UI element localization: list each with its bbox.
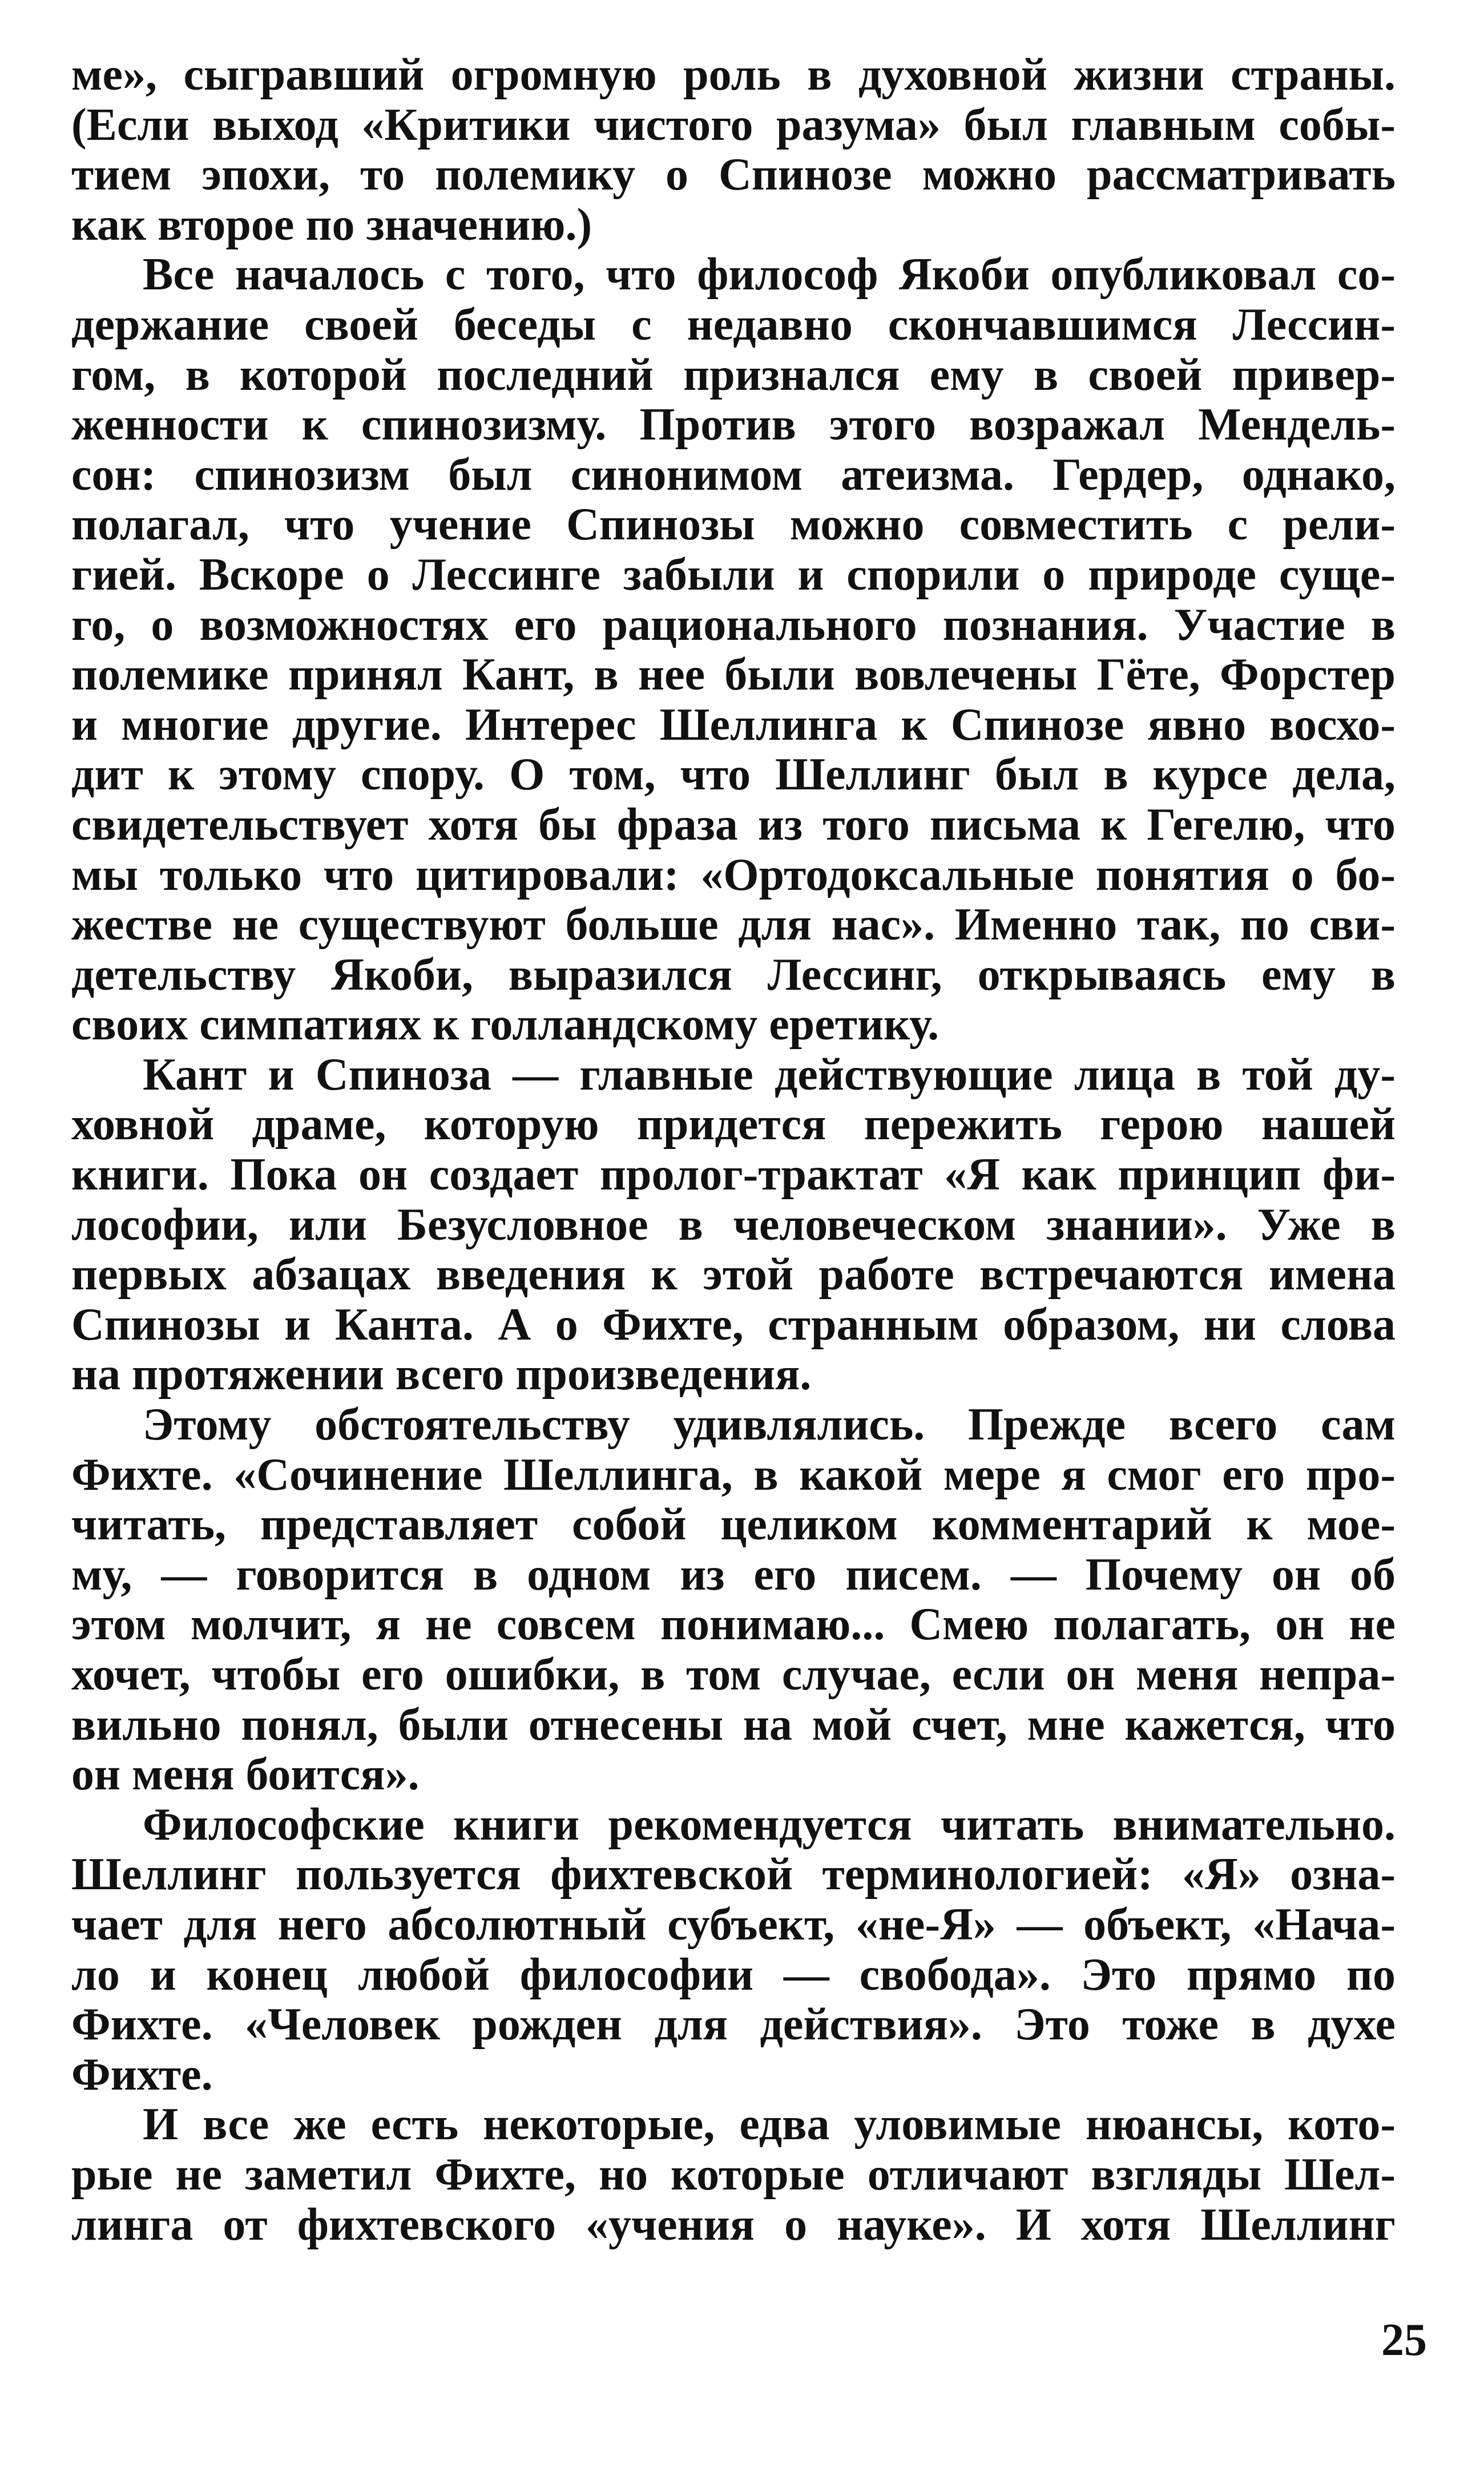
text-line: на протяжении всего произведения.: [71, 1349, 812, 1400]
text-line: (Если выход «Критики чистого разума» был главным собы-: [71, 99, 1396, 150]
text-line: Спинозы и Канта. А о Фихте, странным образом, ни слова: [71, 1299, 1396, 1350]
text-line: книги. Пока он создает пролог-трактат «Я как принцип фи-: [71, 1150, 1396, 1200]
text-line: читать, представляет собой целиком комментарий к мое-: [71, 1499, 1396, 1550]
text-line: своих симпатиях к голландскому еретику.: [71, 999, 939, 1050]
body-text: [71, 50, 1396, 2250]
text-line: линга от фихтевского «учения о науке». И хотя Шеллинг: [71, 2199, 1396, 2250]
text-line: рые не заметил Фихте, но которые отличают взгляды Шел-: [71, 2149, 1396, 2200]
text-line: сон: спинозизм был синонимом атеизма. Гердер, однако,: [71, 449, 1396, 500]
paragraph-first-line: Все началось с того, что философ Якоби опубликовал со-: [143, 249, 1396, 300]
text-line: Фихте. «Сочинение Шеллинга, в какой мере я смог его про-: [71, 1449, 1396, 1500]
text-line: гом, в которой последний признался ему в своей привер-: [71, 349, 1396, 400]
text-line: держание своей беседы с недавно скончавшимся Лессин-: [71, 299, 1396, 350]
paragraph-first-line: Кант и Спиноза — главные действующие лица в той ду-: [143, 1049, 1396, 1100]
text-line: мы только что цитировали: «Ортодоксальные понятия о бо-: [71, 849, 1396, 900]
text-line: дит к этому спору. О том, что Шеллинг был в курсе дела,: [71, 749, 1396, 800]
text-line: Фихте. «Человек рожден для действия». Это тоже в духе: [71, 1999, 1396, 2050]
text-line: и многие другие. Интерес Шеллинга к Спинозе явно восхо-: [71, 699, 1396, 750]
paragraph-first-line: И все же есть некоторые, едва уловимые нюансы, кото-: [143, 2099, 1396, 2150]
text-line: жестве не существуют больше для нас». Именно так, по сви-: [71, 900, 1396, 950]
text-line: вильно понял, были отнесены на мой счет, мне кажется, что: [71, 1699, 1396, 1750]
text-line: он меня боится».: [71, 1749, 420, 1800]
text-line: ховной драме, которую придется пережить герою нашей: [71, 1099, 1396, 1150]
text-line: полемике принял Кант, в нее были вовлечены Гёте, Форстер: [71, 650, 1396, 700]
text-line: лософии, или Безусловное в человеческом знании». Уже в: [71, 1199, 1396, 1250]
paragraph-first-line: Философские книги рекомендуется читать внимательно.: [143, 1799, 1396, 1850]
text-line: му, — говорится в одном из его писем. — Почему он об: [71, 1549, 1396, 1600]
text-line: свидетельствует хотя бы фраза из того письма к Гегелю, что: [71, 799, 1396, 850]
text-line: Шеллинг пользуется фихтевской терминологией: «Я» озна-: [71, 1849, 1396, 1900]
page-number: 25: [1381, 2315, 1427, 2365]
text-line: го, о возможностях его рационального познания. Участие в: [71, 599, 1396, 650]
text-line: ме», сыгравший огромную роль в духовной жизни страны.: [71, 50, 1396, 100]
text-line: тием эпохи, то полемику о Спинозе можно рассматривать: [71, 150, 1396, 200]
text-line: этом молчит, я не совсем понимаю... Смею полагать, он не: [71, 1599, 1396, 1650]
text-line: женности к спинозизму. Против этого возражал Мендель-: [71, 400, 1396, 450]
paragraph-first-line: Этому обстоятельству удивлялись. Прежде всего сам: [143, 1400, 1396, 1450]
text-line: ло и конец любой философии — свобода». Это прямо по: [71, 1949, 1396, 2000]
text-line: чает для него абсолютный субъект, «не-Я» — объект, «Нача-: [71, 1899, 1396, 1950]
text-line: как второе по значению.): [71, 199, 592, 250]
text-line: первых абзацах введения к этой работе встречаются имена: [71, 1249, 1396, 1300]
text-line: гией. Вскоре о Лессинге забыли и спорили о природе суще-: [71, 549, 1396, 600]
text-line: хочет, чтобы его ошибки, в том случае, если он меня непра-: [71, 1650, 1396, 1700]
text-line: детельству Якоби, выразился Лессинг, открываясь ему в: [71, 949, 1396, 1000]
text-line: полагал, что учение Спинозы можно совместить с рели-: [71, 499, 1396, 550]
text-line: Фихте.: [71, 2049, 213, 2100]
